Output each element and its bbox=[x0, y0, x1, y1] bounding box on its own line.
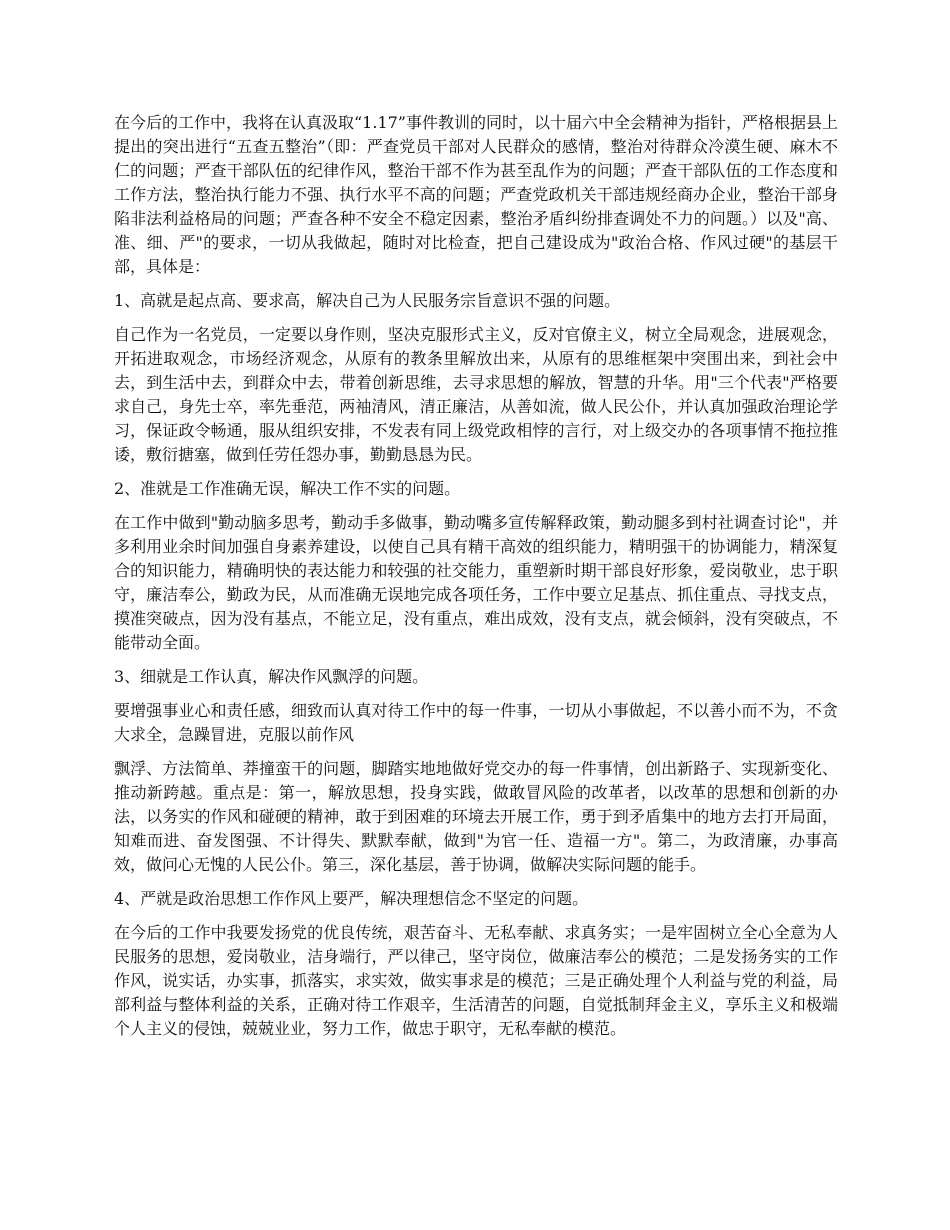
section-body-zhun: 在工作中做到"勤动脑多思考，勤动手多做事，勤动嘴多宣传解释政策，勤动腿多到村社调查讨论"，并多利用业余时间加强自身素养建设，以使自己具有精干高效的组织能力，精明强干的协调能力，精深复合的知识能力，精确明快的表达能力和较强的社交能力，重塑新时期干部良好形象，爱岗敬业，忠于职守，廉洁奉公，勤政为民，从而准确无误地完成各项任务，工作中要立足基点、抓住重点、寻找支点，摸准突破点，因为没有基点，不能立足，没有重点，难出成效，没有支点，就会倾斜，没有突破点，不能带动全面。 bbox=[114, 513, 838, 652]
section-heading-zhun: 2、准就是工作准确无误，解决工作不实的问题。 bbox=[114, 479, 461, 498]
section-body-xi-part2: 飘浮、方法简单、莽撞蛮干的问题，脚踏实地地做好党交办的每一件事情，创出新路子、实现新变化、推动新跨越。重点是：第一，解放思想，投身实践，做敢冒风险的改革者，以改革的思想和创新的办法，以务实的作风和碰硬的精神，敢于到困难的环境去开展工作，勇于到矛盾集中的地方去打开局面，知难而进、奋发图强、不计得失、默默奉献，做到"为官一任、造福一方"。第二，为政清廉，办事高效，做问心无愧的人民公仆。第三，深化基层，善于协调，做解决实际问题的能手。 bbox=[114, 759, 838, 874]
section-heading-xi: 3、细就是工作认真，解决作风飘浮的问题。 bbox=[114, 667, 429, 686]
section-body-xi-part1: 要增强事业心和责任感，细致而认真对待工作中的每一件事，一切从小事做起，不以善小而不为，不贪大求全，急躁冒进，克服以前作风 bbox=[114, 701, 838, 744]
section-body-gao: 自己作为一名党员，一定要以身作则，坚决克服形式主义，反对官僚主义，树立全局观念，进展观念，开拓进取观念，市场经济观念，从原有的教条里解放出来，从原有的思维框架中突围出来，到社会中去，到生活中去，到群众中去，带着创新思维，去寻求思想的解放，智慧的升华。用"三个代表"严格要求自己，身先士卒，率先垂范，两袖清风，清正廉洁，从善如流，做人民公仆，并认真加强政治理论学习，保证政令畅通，服从组织安排，不发表有同上级党政相悖的言行，对上级交办的各项事情不拖拉推诿，敷衍搪塞，做到任劳任怨办事，勤勤恳恳为民。 bbox=[114, 325, 838, 464]
section-body-yan: 在今后的工作中我要发扬党的优良传统，艰苦奋斗、无私奉献、求真务实；一是牢固树立全心全意为人民服务的思想，爱岗敬业，洁身端行，严以律己，坚守岗位，做廉洁奉公的模范；二是发扬务实的工作作风，说实话，办实事，抓落实，求实效，做实事求是的模范；三是正确处理个人利益与党的利益，局部利益与整体利益的关系，正确对待工作艰辛，生活清苦的问题，自觉抵制拜金主义，享乐主义和极端个人主义的侵蚀，兢兢业业，努力工作，做忠于职守，无私奉献的模范。 bbox=[114, 923, 838, 1038]
section-heading-gao: 1、高就是起点高、要求高，解决自己为人民服务宗旨意识不强的问题。 bbox=[114, 291, 621, 310]
intro-paragraph: 在今后的工作中，我将在认真汲取“1.17”事件教训的同时，以十届六中全会精神为指针，严格根据县上提出的突出进行“五查五整治”（即：严查党员干部对人民群众的感情，整治对待群众冷漠生硬、麻木不仁的问题；严查干部队伍的纪律作风，整治干部不作为甚至乱作为的问题；严查干部队伍的工作态度和工作方法，整治执行能力不强、执行水平不高的问题；严查党政机关干部违规经商办企业，整治干部身陷非法利益格局的问题；严查各种不安全不稳定因素，整治矛盾纠纷排查调处不力的问题。）以及"高、准、细、严"的要求，一切从我做起，随时对比检查，把自己建设成为"政治合格、作风过硬"的基层干部，具体是： bbox=[114, 113, 838, 276]
section-heading-yan: 4、严就是政治思想工作作风上要严，解决理想信念不坚定的问题。 bbox=[114, 889, 589, 908]
